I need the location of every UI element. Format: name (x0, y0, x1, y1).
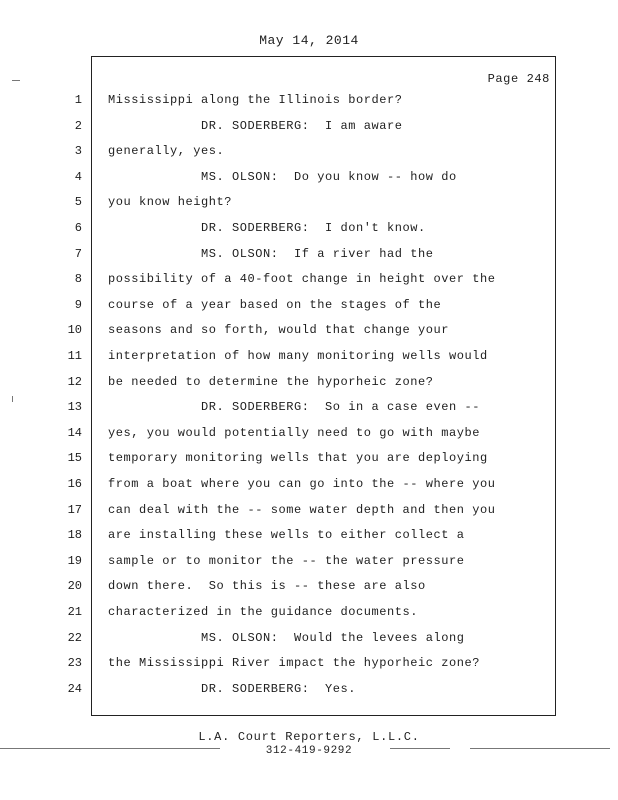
transcript-line (0, 426, 560, 446)
line-text: DR. SODERBERG: So in a case even -- (108, 400, 481, 415)
line-number: 1 (74, 93, 82, 107)
line-text: interpretation of how many monitoring wells would (108, 349, 488, 363)
page-number: Page 248 (487, 72, 550, 86)
line-number: 2 (74, 118, 82, 133)
line-number: 7 (74, 246, 82, 261)
line-text: Mississippi along the Illinois border? (108, 93, 403, 107)
line-text: course of a year based on the stages of the (108, 297, 442, 312)
transcript-line (0, 298, 560, 318)
transcript-line (0, 375, 560, 395)
transcript-line (0, 528, 560, 548)
line-number: 12 (67, 374, 82, 389)
line-text: MS. OLSON: If a river had the (108, 246, 434, 261)
transcript-line (0, 605, 560, 625)
transcript-line (0, 451, 560, 471)
scan-artifact (12, 396, 13, 402)
line-number: 13 (67, 400, 82, 415)
transcript-line (0, 349, 560, 369)
line-number: 8 (74, 272, 82, 287)
line-number: 10 (67, 323, 82, 338)
scan-artifact (150, 748, 220, 749)
transcript-line (0, 247, 560, 267)
transcript-line (0, 503, 560, 523)
transcript-line (0, 272, 560, 292)
line-number: 24 (67, 681, 82, 696)
line-text: you know height? (108, 195, 233, 210)
line-number: 4 (74, 169, 82, 184)
transcript-line (0, 631, 560, 651)
line-text: DR. SODERBERG: Yes. (108, 681, 357, 696)
line-number: 6 (74, 221, 82, 235)
transcript-line (0, 554, 560, 574)
line-text: temporary monitoring wells that you are deploying (108, 451, 488, 466)
line-number: 21 (67, 605, 82, 619)
line-number: 22 (67, 630, 82, 645)
transcript-line (0, 93, 560, 113)
line-number: 20 (67, 579, 82, 594)
transcript-line (0, 221, 560, 241)
line-text: DR. SODERBERG: I don't know. (108, 221, 426, 235)
line-number: 5 (74, 195, 82, 210)
transcript-line (0, 195, 560, 215)
line-text: MS. OLSON: Would the levees along (108, 630, 465, 645)
line-text: possibility of a 40-foot change in height over the (108, 272, 496, 287)
transcript-line (0, 477, 560, 497)
scan-artifact (12, 80, 20, 81)
line-text: from a boat where you can go into the -- where you (108, 477, 496, 491)
scan-artifact (0, 748, 150, 749)
line-text: generally, yes. (108, 144, 225, 159)
transcript-line (0, 323, 560, 343)
line-text: characterized in the guidance documents. (108, 605, 419, 619)
line-number: 9 (74, 297, 82, 312)
transcript-line (0, 682, 560, 702)
transcript-line (0, 656, 560, 676)
line-number: 23 (67, 656, 82, 671)
line-text: DR. SODERBERG: I am aware (108, 118, 403, 133)
line-text: are installing these wells to either collect a (108, 528, 465, 543)
line-number: 14 (67, 425, 82, 440)
footer-company: L.A. Court Reporters, L.L.C. (198, 730, 420, 744)
transcript-line (0, 400, 560, 420)
line-number: 3 (74, 144, 82, 159)
header-date: May 14, 2014 (259, 33, 359, 48)
line-text: be needed to determine the hyporheic zone? (108, 374, 434, 389)
line-text: yes, you would potentially need to go with maybe (108, 425, 481, 440)
line-text: sample or to monitor the -- the water pressure (108, 553, 465, 568)
footer-phone: 312-419-9292 (265, 745, 353, 757)
transcript-line (0, 170, 560, 190)
scan-artifact (470, 748, 610, 749)
line-text: down there. So this is -- these are also (108, 579, 426, 594)
line-text: MS. OLSON: Do you know -- how do (108, 169, 457, 184)
line-number: 17 (67, 502, 82, 517)
transcript-line (0, 144, 560, 164)
line-text: can deal with the -- some water depth and then you (108, 502, 496, 517)
line-number: 19 (67, 553, 82, 568)
line-number: 18 (67, 528, 82, 543)
line-text: seasons and so forth, would that change your (108, 323, 450, 338)
line-number: 11 (67, 349, 82, 363)
transcript-line (0, 119, 560, 139)
line-number: 16 (67, 477, 82, 491)
line-number: 15 (67, 451, 82, 466)
transcript-line (0, 579, 560, 599)
scan-artifact (390, 748, 450, 749)
line-text: the Mississippi River impact the hyporheic zone? (108, 656, 481, 671)
